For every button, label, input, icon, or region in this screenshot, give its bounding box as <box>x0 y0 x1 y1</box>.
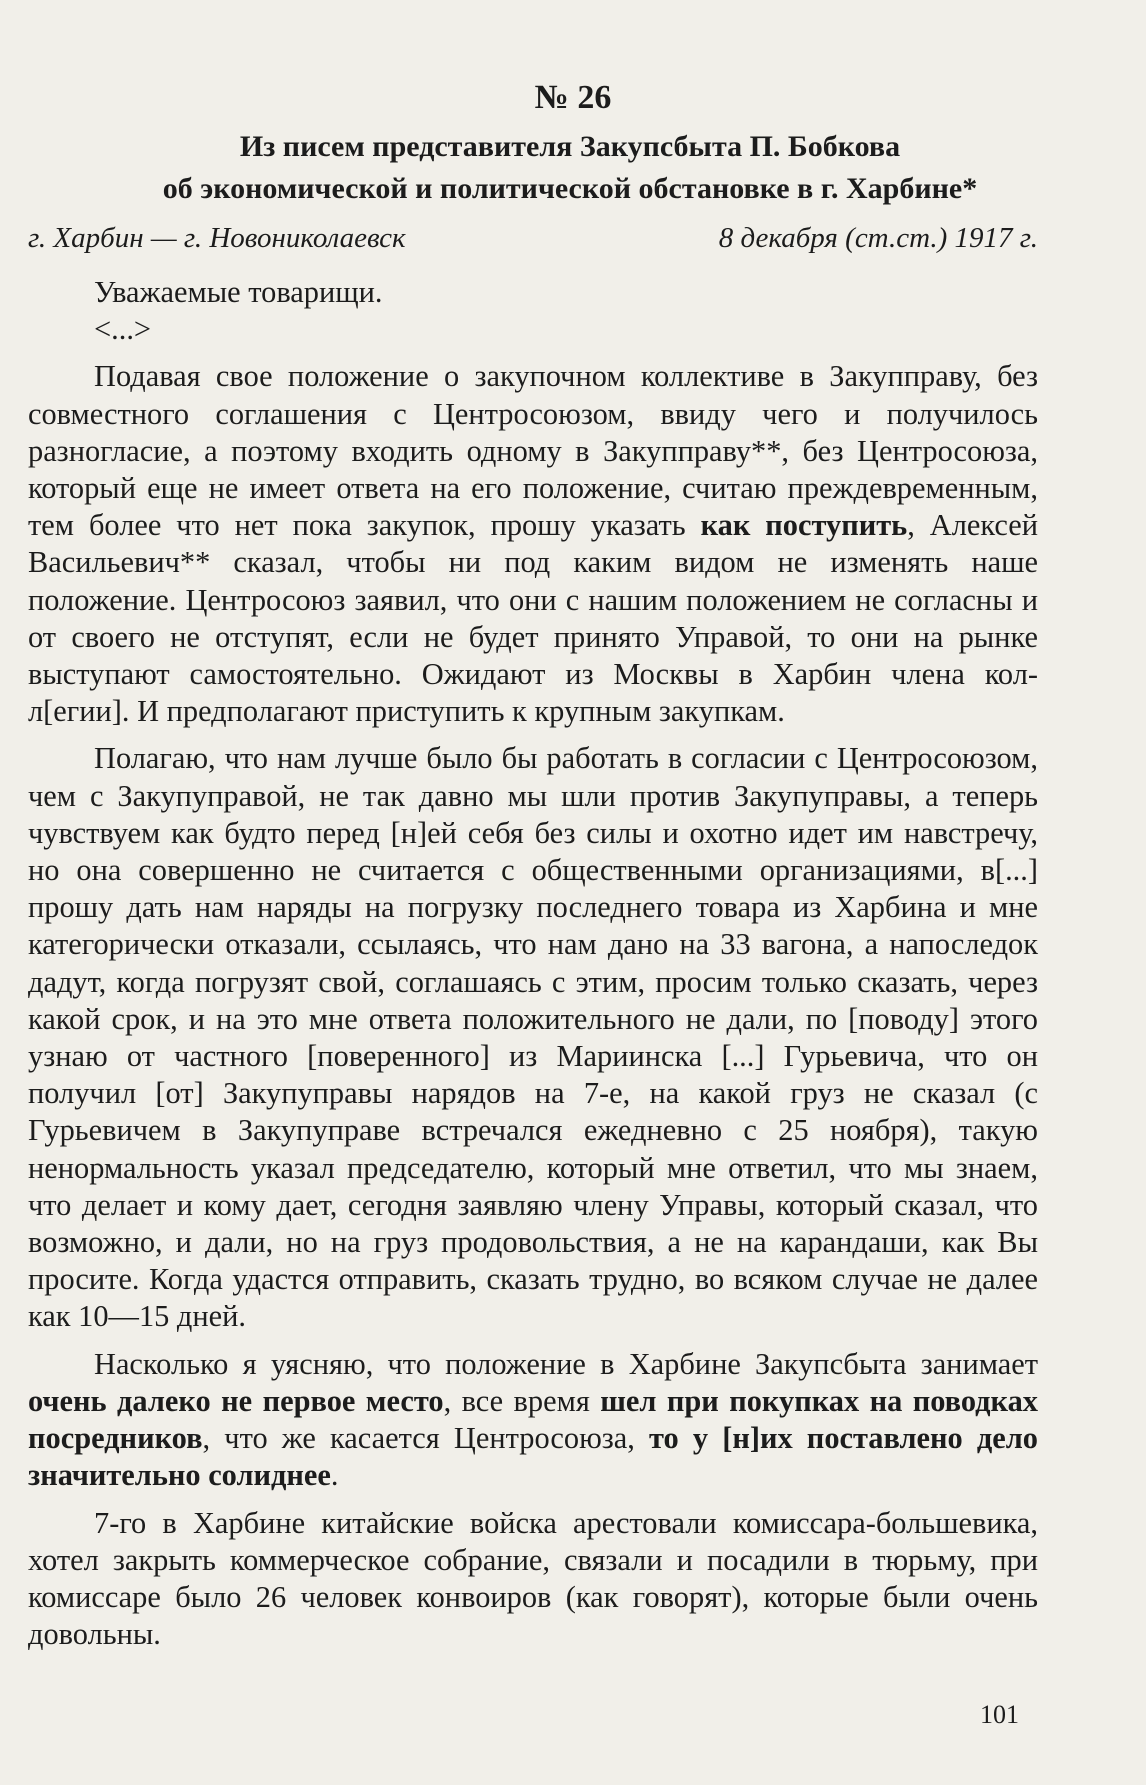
title-line-2: об экономической и политической обстановке в г. Харбине* <box>162 172 978 205</box>
paragraph-3-bold-2: шел при покупках на поводках посредников <box>28 1383 1038 1456</box>
omission-mark: <...> <box>94 312 152 347</box>
document-title <box>40 126 1100 210</box>
paragraph-1-text-c: , Алексей Васильевич** сказал, чтобы ни под каким видом не изменять наше положение. Центросоюз заявил, что они с нашим положением не согласны и от своего не отступят, если не будет принято Управой, то они на рынке выступают самостоятельно. Ожидают из Москвы в Харбин члена кол-л[егии]. И предполагают приступить к крупным закупкам. <box>28 508 1039 729</box>
paragraph-3-text-g: . <box>330 1458 339 1493</box>
document-number: № 26 <box>534 79 612 116</box>
title-line-1: Из писем представителя Закупсбыта П. Бобкова <box>239 130 901 163</box>
paragraph-1 <box>28 358 1038 730</box>
paragraph-3-bold-1: очень далеко не первое место <box>28 1383 444 1418</box>
paragraph-3-text-a: Насколько я уясняю, что положение в Харбине Закупсбыта занимает <box>94 1346 1038 1381</box>
paragraph-1-text-a: Подавая свое положение о закупочном коллективе в Закупправу, без совместного соглашения с Центросоюзом, ввиду чего и получилось разногласие, а поэтому входить одному в Закупправу**, без Центросоюза, который еще не имеет ответа на его положение, считаю преждевременным, тем более что нет пока закупок, прошу указать <box>28 359 1038 543</box>
greeting: Уважаемые товарищи. <box>94 275 383 309</box>
date: 8 декабря (ст.ст.) 1917 г. <box>718 222 1038 254</box>
paragraph-1-bold: как поступить <box>700 508 908 543</box>
page-number: 101 <box>980 1700 1019 1729</box>
paragraph-3-bold-3: то у [н]их поставлено дело значительно солиднее <box>28 1421 1038 1493</box>
place-date-line <box>28 220 1038 256</box>
place: г. Харбин — г. Новониколаевск <box>28 222 406 254</box>
letter-body <box>28 274 1038 1653</box>
paragraph-3-text-e: , что же касается Центросоюза, <box>202 1421 650 1456</box>
paragraph-4: 7-го в Харбине китайские войска арестовали комиссара-большевика, хотел закрыть коммерческое собрание, связали и посадили в тюрьму, при комиссаре было 26 человек конвоиров (как говорят), которые были очень довольны. <box>28 1505 1038 1652</box>
paragraph-2: Полагаю, что нам лучше было бы работать в согласии с Центросоюзом, чем с Закупуправой, не так давно мы шли против Закупуправы, а теперь чувствуем как будто перед [н]ей себя без силы и охотно идет им навстречу, но она совершенно не считается с общественными организациями, в[...] прошу дать нам наряды на погрузку последнего товара из Харбина и мне категорически отказали, ссылаясь, что нам дано на 33 вагона, а напоследок дадут, когда погрузят свой, соглашаясь с этим, просим только сказать, через какой срок, и на это мне ответа положительного не дали, по [поводу] этого узнаю от частного [поверенного] из Мариинска [...] Гурьевича, что он получил [от] Закупуправы нарядов на 7-е, на какой груз не сказал (с Гурьевичем в Закупуправе встречался ежедневно с 25 ноября), такую ненормальность указал председателю, который мне ответил, что мы знаем, что делает и кому дает, сегодня заявляю члену Управы, который сказал, что возможно, и дали, но на груз продовольствия, а не на карандаши, как Вы просите. Когда удастся отправить, сказать трудно, во всяком случае не далее как 10—15 дней. <box>28 741 1038 1334</box>
paragraph-3 <box>28 1346 1038 1495</box>
paragraph-3-text-c: , все время <box>443 1383 601 1418</box>
